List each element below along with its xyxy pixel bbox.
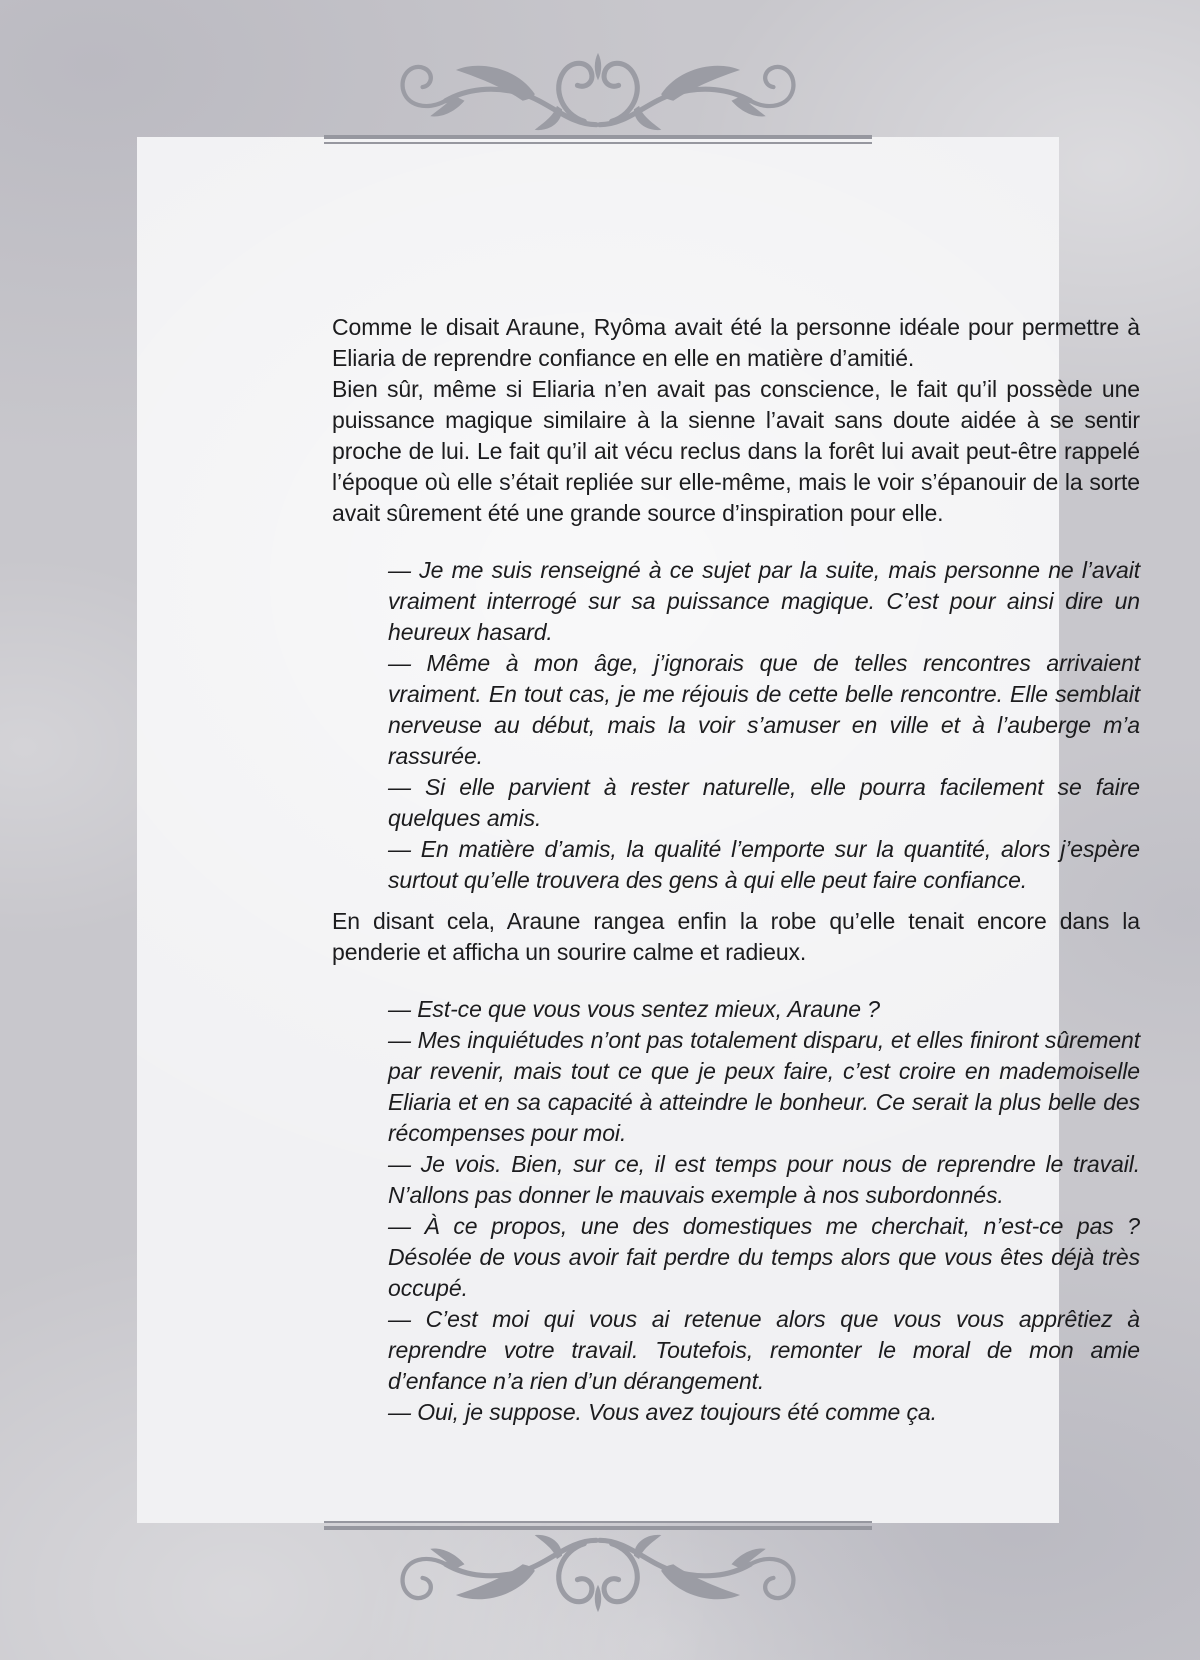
dialogue-paragraph: — C’est moi qui vous ai retenue alors que vous vous apprêtiez à reprendre votre travail. Toutefois, remonter le moral de mon amie d’enfance n’a rien d’un dérangement.: [388, 1306, 1140, 1394]
paper-sheet: [137, 137, 1140, 1523]
narration-paragraph: En disant cela, Araune rangea enfin la robe qu’elle tenait encore dans la penderie et afficha un sourire calme et radieux.: [332, 908, 1140, 965]
flourish-icon: [358, 1530, 838, 1619]
dialogue-paragraph: — Si elle parvient à rester naturelle, elle pourra facilement se faire quelques amis.: [388, 774, 1140, 831]
dialogue-paragraph: — À ce propos, une des domestiques me cherchait, n’est-ce pas ? Désolée de vous avoir fait perdre du temps alors que vous êtes déjà très occupé.: [388, 1213, 1140, 1301]
dialogue-paragraph: — Mes inquiétudes n’ont pas totalement disparu, et elles finiront sûrement par revenir, mais tout ce que je peux faire, c’est croire en mademoiselle Eliaria et en sa capacité à atteindre le bonheur. Ce serait la plus belle des récompenses pour moi.: [388, 1027, 1140, 1146]
text-content: [332, 312, 1140, 1438]
dialogue-paragraph: — En matière d’amis, la qualité l’emporte sur la quantité, alors j’espère surtout qu’elle trouvera des gens à qui elle peut faire confiance.: [388, 836, 1140, 893]
dialogue-paragraph: — Je me suis renseigné à ce sujet par la suite, mais personne ne l’avait vraiment interrogé sur sa puissance magique. C’est pour ainsi dire un heureux hasard.: [388, 557, 1140, 645]
header-flourish: [324, 46, 872, 144]
flourish-icon: [358, 46, 838, 135]
footer-flourish: [324, 1521, 872, 1619]
narration-paragraph: Comme le disait Araune, Ryôma avait été la personne idéale pour permettre à Eliaria de reprendre confiance en elle en matière d’amitié.: [332, 314, 1140, 371]
header-divider: [324, 135, 872, 144]
dialogue-paragraph: — Je vois. Bien, sur ce, il est temps pour nous de reprendre le travail. N’allons pas donner le mauvais exemple à nos subordonnés.: [388, 1151, 1140, 1208]
dialogue-block: [388, 994, 1140, 1428]
dialogue-paragraph: — Est-ce que vous vous sentez mieux, Araune ?: [388, 996, 880, 1022]
dialogue-block: [388, 555, 1140, 896]
dialogue-paragraph: — Oui, je suppose. Vous avez toujours été comme ça.: [388, 1399, 937, 1425]
narration-paragraph: Bien sûr, même si Eliaria n’en avait pas conscience, le fait qu’il possède une puissance magique similaire à la sienne l’avait sans doute aidée à se sentir proche de lui. Le fait qu’il ait vécu reclus dans la forêt lui avait peut-être rappelé l’époque où elle s’était repliée sur elle-même, mais le voir s’épanouir de la sorte avait sûrement été une grande source d’inspiration pour elle.: [332, 376, 1140, 526]
dialogue-paragraph: — Même à mon âge, j’ignorais que de telles rencontres arrivaient vraiment. En tout cas, je me réjouis de cette belle rencontre. Elle semblait nerveuse au début, mais la voir s’amuser en ville et à l’auberge m’a rassurée.: [388, 650, 1140, 769]
footer-divider: [324, 1521, 872, 1530]
